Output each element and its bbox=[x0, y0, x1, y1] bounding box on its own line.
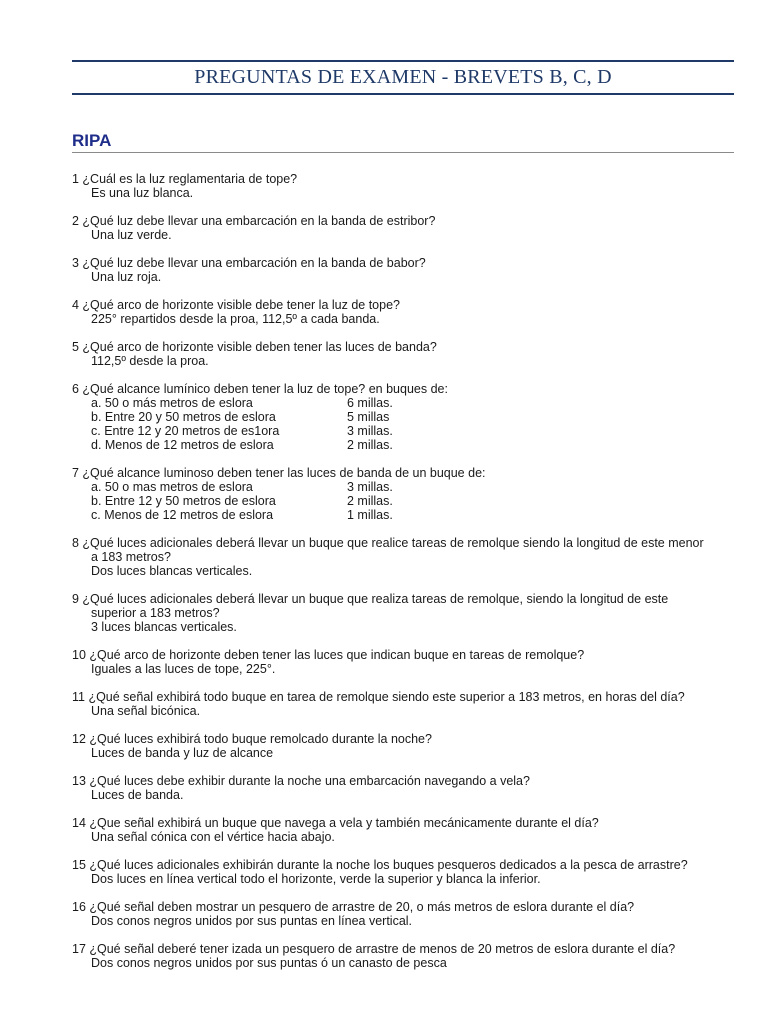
question-item bbox=[72, 648, 734, 676]
question-item bbox=[72, 816, 734, 844]
answer-text: Dos conos negros unidos por sus puntas ó un canasto de pesca bbox=[91, 956, 447, 970]
question-text: 9 ¿Qué luces adicionales deberá llevar un buque que realiza tareas de remolque, siendo la longitud de este bbox=[72, 592, 669, 606]
question-item bbox=[72, 592, 734, 634]
answer-text: Es una luz blanca. bbox=[91, 186, 194, 200]
question-item bbox=[72, 942, 734, 970]
question-text: 10 ¿Qué arco de horizonte deben tener las luces que indican buque en tareas de remolque? bbox=[72, 648, 585, 662]
section-heading bbox=[72, 130, 734, 153]
option-label: c. Entre 12 y 20 metros de es1ora bbox=[91, 424, 280, 438]
option-value: 5 millas bbox=[347, 410, 390, 424]
question-item bbox=[72, 536, 734, 578]
question-text: 13 ¿Qué luces debe exhibir durante la noche una embarcación navegando a vela? bbox=[72, 774, 530, 788]
option-row bbox=[72, 424, 734, 438]
option-label: c. Menos de 12 metros de eslora bbox=[91, 508, 274, 522]
question-continuation: a 183 metros? bbox=[91, 550, 171, 564]
section-title: RIPA bbox=[72, 131, 112, 150]
question-item bbox=[72, 466, 734, 522]
question-text: 16 ¿Qué señal deben mostrar un pesquero de arrastre de 20, o más metros de eslora durante el día? bbox=[72, 900, 635, 914]
answer-text: 225° repartidos desde la proa, 112,5º a cada banda. bbox=[91, 312, 380, 326]
question-text: 3 ¿Qué luz debe llevar una embarcación en la banda de babor? bbox=[72, 256, 426, 270]
question-text: 8 ¿Qué luces adicionales deberá llevar un buque que realice tareas de remolque siendo la longitud de este menor bbox=[72, 536, 704, 550]
question-text: 2 ¿Qué luz debe llevar una embarcación en la banda de estribor? bbox=[72, 214, 436, 228]
option-value: 6 millas. bbox=[347, 396, 393, 410]
answer-text: Dos luces en línea vertical todo el horizonte, verde la superior y blanca la inferior. bbox=[91, 872, 541, 886]
option-label: d. Menos de 12 metros de eslora bbox=[91, 438, 274, 452]
question-continuation: superior a 183 metros? bbox=[91, 606, 220, 620]
question-text: 14 ¿Que señal exhibirá un buque que navega a vela y también mecánicamente durante el día? bbox=[72, 816, 599, 830]
option-value: 3 millas. bbox=[347, 424, 393, 438]
answer-text: Una señal bicónica. bbox=[91, 704, 201, 718]
option-value: 2 millas. bbox=[347, 494, 393, 508]
question-item bbox=[72, 172, 734, 200]
option-value: 3 millas. bbox=[347, 480, 393, 494]
option-row bbox=[72, 438, 734, 452]
question-text: 11 ¿Qué señal exhibirá todo buque en tarea de remolque siendo este superior a 183 metros, en horas del día? bbox=[72, 690, 685, 704]
question-text: 15 ¿Qué luces adicionales exhibirán durante la noche los buques pesqueros dedicados a la pesca de arrastre? bbox=[72, 858, 688, 872]
option-row bbox=[72, 480, 734, 494]
answer-text: Dos conos negros unidos por sus puntas en línea vertical. bbox=[91, 914, 413, 928]
question-text: 1 ¿Cuál es la luz reglamentaria de tope? bbox=[72, 172, 298, 186]
question-item bbox=[72, 382, 734, 452]
option-value: 1 millas. bbox=[347, 508, 393, 522]
question-item bbox=[72, 900, 734, 928]
option-label: b. Entre 20 y 50 metros de eslora bbox=[91, 410, 276, 424]
question-item bbox=[72, 858, 734, 886]
answer-text: Luces de banda. bbox=[91, 788, 184, 802]
option-label: a. 50 o mas metros de eslora bbox=[91, 480, 253, 494]
question-text: 4 ¿Qué arco de horizonte visible debe tener la luz de tope? bbox=[72, 298, 400, 312]
option-label: b. Entre 12 y 50 metros de eslora bbox=[91, 494, 276, 508]
question-item bbox=[72, 690, 734, 718]
option-label: a. 50 o más metros de eslora bbox=[91, 396, 253, 410]
answer-text: Luces de banda y luz de alcance bbox=[91, 746, 274, 760]
answer-text: 3 luces blancas verticales. bbox=[91, 620, 237, 634]
answer-text: Dos luces blancas verticales. bbox=[91, 564, 253, 578]
question-text: 12 ¿Qué luces exhibirá todo buque remolcado durante la noche? bbox=[72, 732, 432, 746]
option-row bbox=[72, 396, 734, 410]
question-item bbox=[72, 298, 734, 326]
answer-text: Una luz verde. bbox=[91, 228, 172, 242]
answer-text: Una luz roja. bbox=[91, 270, 162, 284]
option-value: 2 millas. bbox=[347, 438, 393, 452]
question-item bbox=[72, 340, 734, 368]
question-text: 17 ¿Qué señal deberé tener izada un pesquero de arrastre de menos de 20 metros de eslora durante el día? bbox=[72, 942, 676, 956]
document-header bbox=[72, 60, 734, 95]
question-text: 5 ¿Qué arco de horizonte visible deben tener las luces de banda? bbox=[72, 340, 437, 354]
answer-text: 112,5º desde la proa. bbox=[91, 354, 209, 368]
question-item bbox=[72, 774, 734, 802]
option-row bbox=[72, 410, 734, 424]
answer-text: Iguales a las luces de tope, 225°. bbox=[91, 662, 276, 676]
option-row bbox=[72, 494, 734, 508]
document-title: PREGUNTAS DE EXAMEN - BREVETS B, C, D bbox=[194, 66, 612, 88]
question-text: 6 ¿Qué alcance lumínico deben tener la luz de tope? en buques de: bbox=[72, 382, 448, 396]
question-item bbox=[72, 732, 734, 760]
question-text: 7 ¿Qué alcance luminoso deben tener las luces de banda de un buque de: bbox=[72, 466, 486, 480]
question-item bbox=[72, 214, 734, 242]
option-row bbox=[72, 508, 734, 522]
question-item bbox=[72, 256, 734, 284]
answer-text: Una señal cónica con el vértice hacia abajo. bbox=[91, 830, 335, 844]
